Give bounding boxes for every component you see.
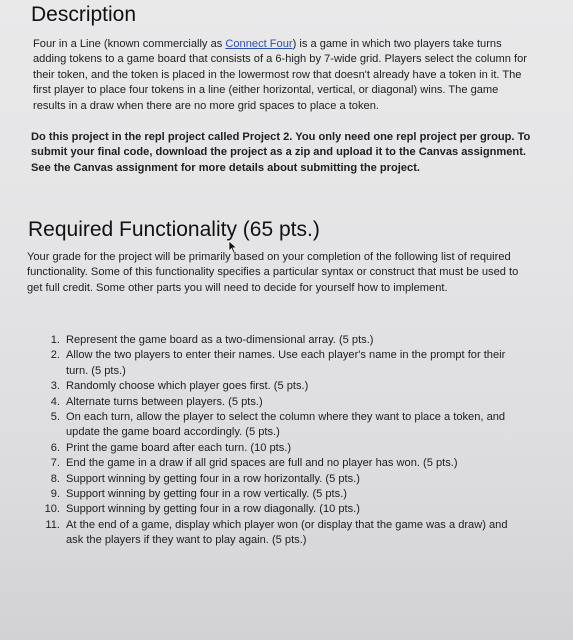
list-item-text: Support winning by getting four in a row diagonally. (10 pts.) [66,503,360,516]
list-item-text: On each turn, allow the player to select the column where they want to place a token, and update the game board accordingly. (5 pts.) [66,411,506,439]
list-item-number: 1. [50,334,60,346]
list-item-text: Allow the two players to enter their names. Use each player's name in the prompt for their turn. (5 pts.) [66,349,506,377]
list-item-number: 4. [50,395,60,408]
list-item-number: 8. [50,472,60,485]
list-item-number: 10. [44,503,60,516]
list-item-number: 5. [50,411,60,424]
description-text-before-link: Four in a Line (known commercially as [33,38,226,50]
connect-four-link[interactable]: Connect Four [225,38,293,50]
list-item-text: End the game in a draw if all grid spaces are full and no player has won. (5 pts.) [66,457,458,470]
list-item [36,348,526,379]
list-item-text: Alternate turns between players. (5 pts.) [66,395,263,408]
requirements-list [36,333,526,549]
submission-instructions: Do this project in the repl project called Project 2. You only need one repl project per group. To submit your final code, download the project as a zip and upload it to the Canvas assignment. See the Canvas assignment for more details about submitting the project. [31,131,531,174]
list-item-text: Randomly choose which player goes first. (5 pts.) [66,380,309,393]
list-item-text: Support winning by getting four in a row horizontally. (5 pts.) [66,472,360,485]
list-item-number: 3. [50,380,60,393]
list-item [36,410,526,441]
list-item-text: Represent the game board as a two-dimensional array. (5 pts.) [66,334,374,346]
required-functionality-heading: Required Functionality (65 pts.) [28,218,320,241]
list-item [36,472,526,487]
list-item-number: 6. [50,441,60,454]
list-item-number: 7. [50,457,60,470]
list-item-text: Support winning by getting four in a row vertically. (5 pts.) [66,488,347,501]
list-item [36,379,526,394]
list-item [36,518,526,549]
description-text-after-link: ) is a game in which two players take turns adding tokens to a game board that consists of a 6-high by 7-wide grid. Players select the column for their token, and the token is placed in the lowermost row that doesn't already have a token in it. The first player to place four tokens in a line (either horizontal, vertical, or diagonal) wins. The game results in a draw when there are no more grid spaces to place a token. [33,38,527,112]
list-item-text: At the end of a game, display which player won (or display that the game was a draw) and ask the players if they want to play again. (5 pts.) [66,518,508,547]
list-item-number: 2. [50,349,60,362]
list-item [36,456,526,471]
description-paragraph [33,37,531,114]
list-item [36,441,526,456]
list-item-number: 11. [45,518,60,531]
list-item [36,395,526,410]
list-item [36,487,526,502]
list-item [36,333,526,348]
list-item-text: Print the game board after each turn. (10 pts.) [66,441,292,454]
required-intro: Your grade for the project will be primarily based on your completion of the following list of required functionality. Some of this functionality specifies a particular syntax or construct that must be used to get full credit. Some other parts you will need to decide for yourself how to implement. [27,251,519,294]
list-item-number: 9. [50,488,60,501]
description-heading: Description [31,3,137,26]
list-item [36,502,526,517]
